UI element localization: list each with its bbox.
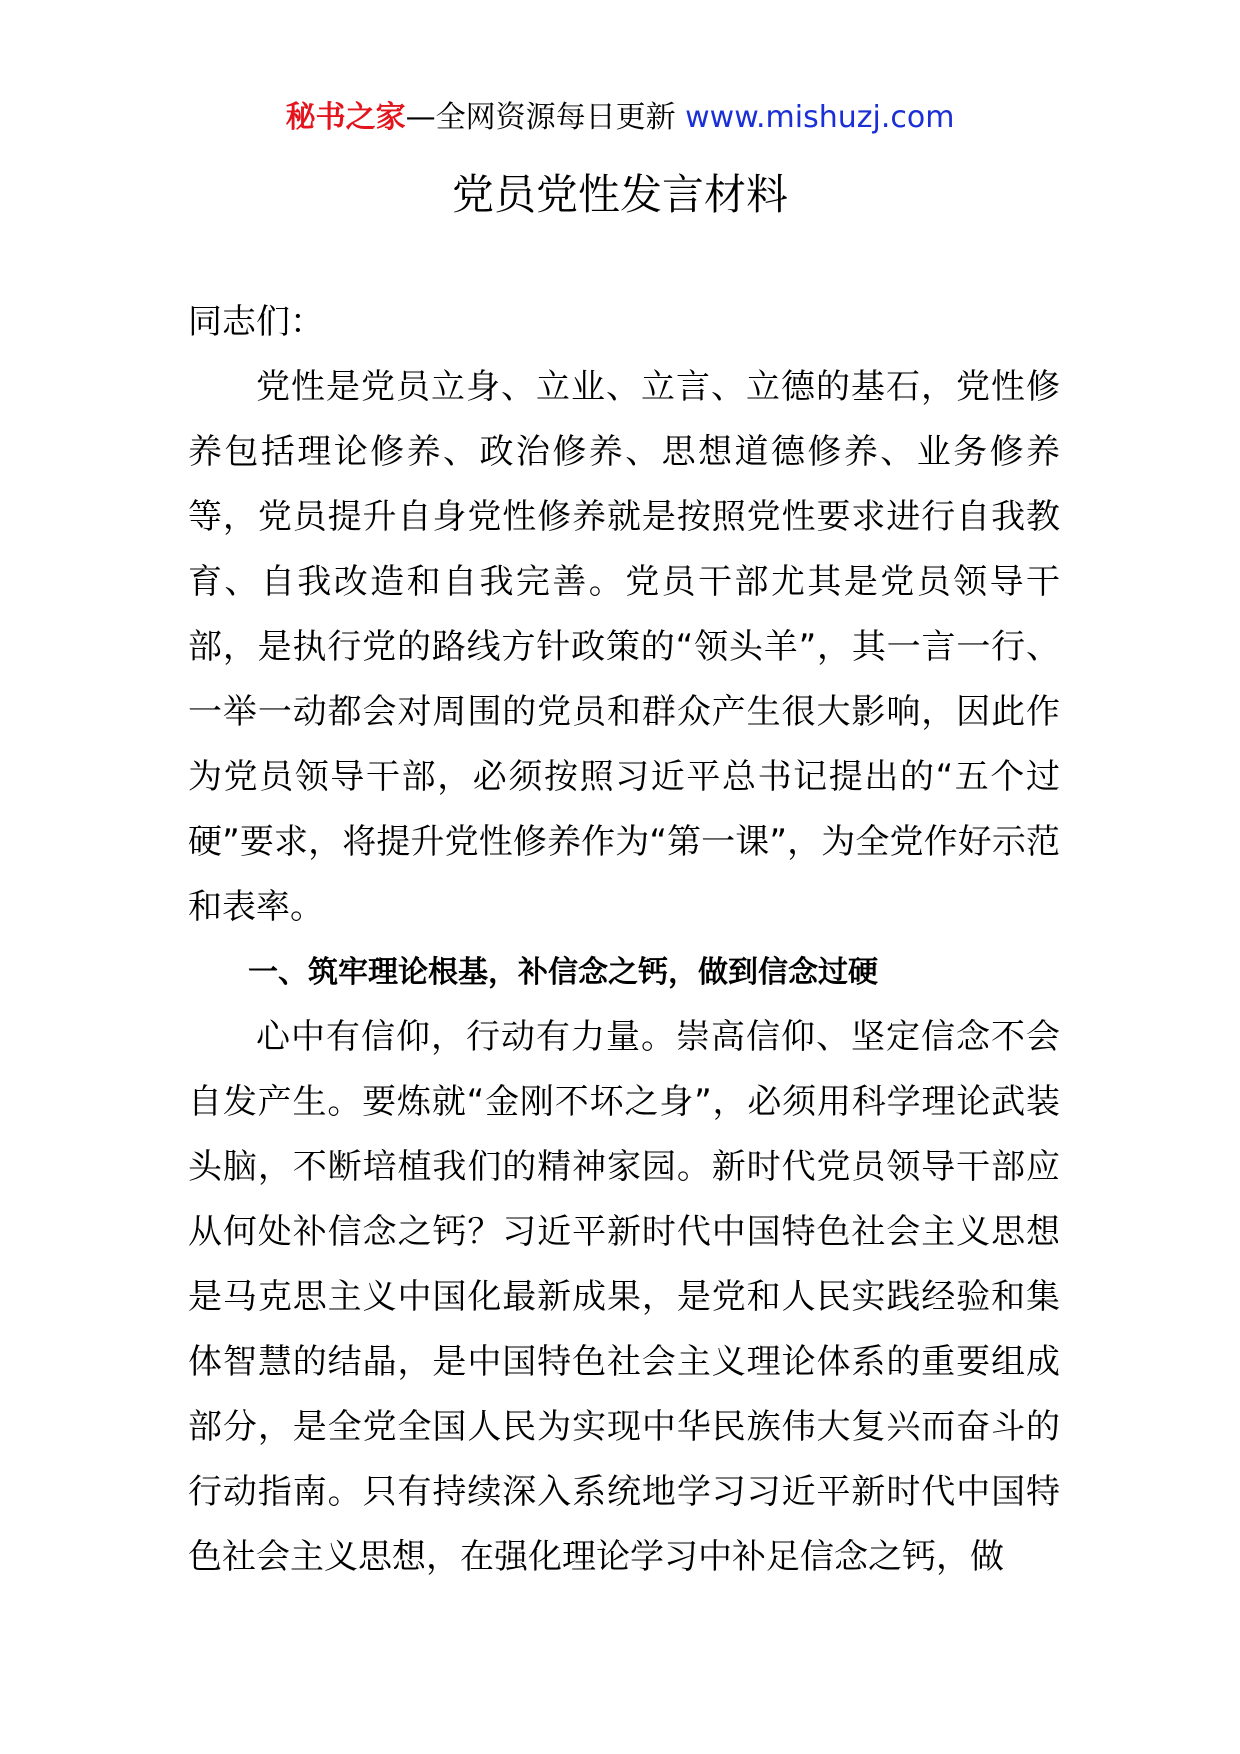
section-heading: 一、筑牢理论根基，补信念之钙，做到信念过硬: [248, 955, 878, 990]
site-url-link[interactable]: www.mishuzj.com: [685, 100, 955, 135]
site-header: [0, 98, 1240, 138]
header-tagline: —全网资源每日更新: [405, 100, 686, 135]
section-paragraph: 心中有信仰，行动有力量。崇高信仰、坚定信念不会自发产生。要炼就“金刚不坏之身”，必须用科学理论武装头脑，不断培植我们的精神家园。新时代党员领导干部应从何处补信念之钙？习近平新时代中国特色社会主义思想是马克思主义中国化最新成果，是党和人民实践经验和集体智慧的结晶，是中国特色社会主义理论体系的重要组成部分，是全党全国人民为实现中华民族伟大复兴而奋斗的行动指南。只有持续深入系统地学习习近平新时代中国特色社会主义思想，在强化理论学习中补足信念之钙，做: [188, 1017, 1060, 1577]
document-title: 党员党性发言材料: [451, 170, 788, 219]
document-body: [188, 290, 1060, 1590]
intro-paragraph: 党性是党员立身、立业、立言、立德的基石，党性修养包括理论修养、政治修养、思想道德修养、业务修养等，党员提升自身党性修养就是按照党性要求进行自我教育、自我改造和自我完善。党员干部尤其是党员领导干部，是执行党的路线方针政策的“领头羊”，其一言一行、一举一动都会对周围的党员和群众产生很大影响，因此作为党员领导干部，必须按照习近平总书记提出的“五个过硬”要求，将提升党性修养作为“第一课”，为全党作好示范和表率。: [188, 367, 1060, 927]
salutation: 同志们：: [188, 302, 324, 342]
brand-name: 秘书之家: [285, 100, 406, 135]
